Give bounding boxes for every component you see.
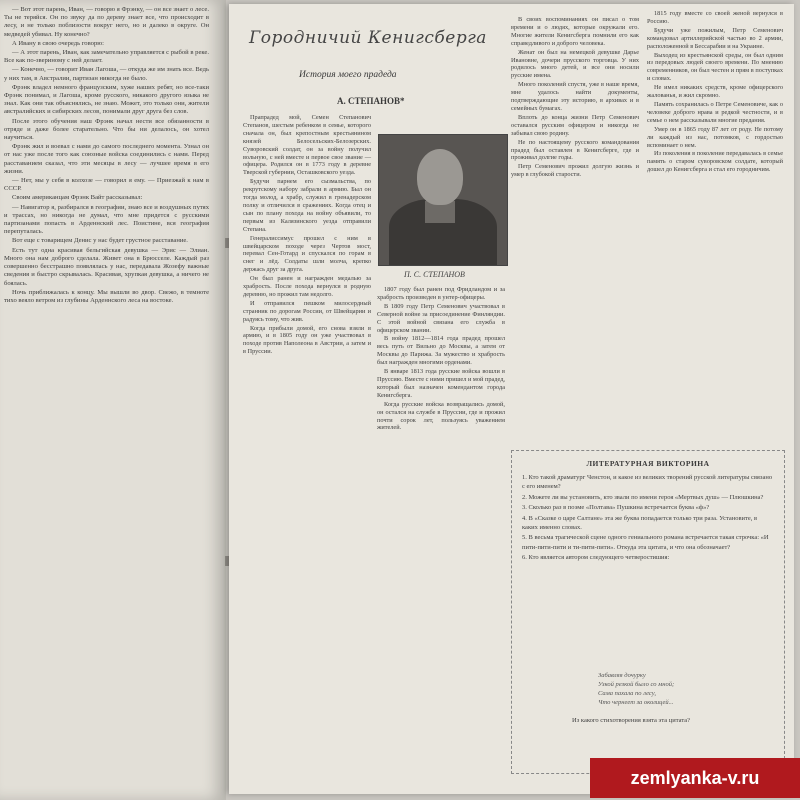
paragraph: Будучи парнем его сызмальства, по рекрутскому набору забрали в армию. Был он тогда молод, а храбр, служил в гренадерском полку и отличился в сражениях. Когда отец и сын по плану похода на войну объявили, то первым из Калязинского уезда отправили Степана. bbox=[243, 178, 371, 233]
paragraph: Из поколения в поколение передавалась в семье память о старом суворовском солдате, который дошел до Кенигсберга и стал его городничим. bbox=[647, 150, 783, 174]
paragraph: Много поколений спустя, уже в наше время, мне удалось найти документы, подтверждающие эту историю, в архивах и в семейных бумагах. bbox=[511, 81, 639, 112]
paragraph: Генералиссимус прошел с ним в швейцарском походе через Чертов мост, перевал Сен-Готард и спускался по горам в снег и лёд. Солдаты шли молча, крепко держась друг за друга. bbox=[243, 234, 371, 274]
article-column-4 bbox=[647, 10, 783, 175]
article-subtitle: История моего прадеда bbox=[299, 70, 397, 80]
paragraph: Фрэнк владел немного французским, хуже наших ребят, но все-таки Фрэнк понимал, и Лагоша, кроме русского, никакого другого языка не знал. Как они так объяснялись, не знаю. Может, это только они, жители австралийских и сибирских лесов, понимали друг друга без слов. bbox=[4, 83, 209, 116]
paragraph: Вот еще с товарищем Денис у нас будет грустное расставание. bbox=[12, 237, 188, 245]
quiz-title: ЛИТЕРАТУРНАЯ ВИКТОРИНА bbox=[586, 459, 710, 468]
quiz-question: 3. Сколько раз в поэме «Полтава» Пушкина встречается буква «ф»? bbox=[522, 504, 710, 512]
paragraph: — А этот парень, Иван, как замечательно управляется с рыбой в реке. Все как по-звериному с ней делает. bbox=[4, 49, 209, 65]
paragraph: Умер он в 1865 году 87 лет от роду. Не потому ли каждый из нас, потомков, с гордостью вспоминает о нем. bbox=[647, 125, 783, 149]
paragraph: Петр Семенович прожил долгую жизнь и умер в глубокой старости. bbox=[511, 163, 639, 179]
paragraph: Не по настоящему русского командования прадед был оставлен в Кенигсберге, где и проживал долгие годы. bbox=[511, 138, 639, 162]
paragraph: — Нет, мы у себя в колхозе — говорил я ему. — Приезжай к нам в СССР. bbox=[4, 177, 209, 193]
paragraph: — Навигатор я, разбирался в географии, знаю все и воздушных путях и трассах, но никогда не думал, что мне придется с русскими партизанами попасть в Арденнский лес. Поистине, вся география перепуталась. bbox=[4, 203, 209, 236]
paragraph: Есть тут одна красивая бельгийская девушка — Эрис — Элиан. Много она нам доброго сделала. Живет она в Брюсселе. Каждый раз совершенно бесстрашно появлялась у нас, передавала Жозефу важные сведения и быстро скрывалась. Красивая, хрупкая девушка, а ничего не боялась. bbox=[4, 246, 209, 287]
literary-quiz-box bbox=[511, 450, 785, 774]
paragraph: Ночь приближалась к концу. Мы вышли во двор. Свежо, в темноте тихо веяло ветром из глубины Арденнского леса на востоке. bbox=[4, 288, 209, 304]
paragraph: Фрэнк жил и воевал с нами до самого последнего момента. Узнал он от нас уже после того как союзные войска соединились с нами. Перед расставанием сказал, что эти месяцы в лесу — лучшее время в его жизни. bbox=[4, 143, 209, 175]
paragraph: А Ивану в свою очередь говорю: bbox=[12, 39, 104, 47]
quiz-question: 6. Кто является автором следующего четверостишия: bbox=[522, 554, 670, 562]
paragraph: В 1809 году Петр Семенович участвовал в Северной войне за присоединение Финляндии. С этой войной связана его служба в офицерском звании. bbox=[377, 302, 505, 334]
quiz-final-question: Из какого стихотворения взята эта цитата? bbox=[572, 717, 691, 724]
paragraph: Не имел никаких средств, кроме офицерского жалованья, и жил скромно. bbox=[647, 84, 783, 100]
poem-line: Забавляя дочурку bbox=[598, 672, 646, 679]
article-column-1 bbox=[243, 114, 371, 357]
quiz-question: 5. В весьма трагической сцене одного гениального романа встречается такая строчка: «И пити-пити-пити и ти-пити-пити». Откуда эта цитата, и что она обозначает? bbox=[522, 534, 769, 551]
paragraph: Женат он был на немецкой девушке Дарье Ивановне, дочери прусского торговца. У них родилось много детей, и все они носили русские имена. bbox=[511, 48, 639, 80]
quiz-question: 2. Можете ли вы установить, кто звали по имени героя «Мертвых душ» — Плюшкина? bbox=[522, 493, 764, 501]
article-column-3 bbox=[511, 16, 639, 180]
article-author: А. СТЕПАНОВ* bbox=[337, 96, 405, 106]
article-column-2 bbox=[377, 286, 505, 433]
paragraph: Память сохранилась о Петре Семеновиче, как о человеке доброго нрава и редкой честности, и в семье о нем рассказывали многие предания. bbox=[647, 100, 783, 124]
left-page-text bbox=[4, 6, 209, 306]
paragraph: — Вот этот парень, Иван, — говорю я Фрэнку, — он все знает о лесе. Ты не теряйся. Он по звуку да по дереву знает все, что происходит в лесу, и не только поблизости вокруг него, но и далеко в округе. Он медведей убивал. Ну конечно? bbox=[4, 6, 209, 38]
paragraph: Когда прибыли домой, его снова взяли в армию, и в 1805 году он уже участвовал в походе против Наполеона в Австрии, а затем и в Пруссии. bbox=[243, 324, 371, 356]
paragraph: В январе 1813 года русские войска вошли в Пруссию. Вместе с ними пришел и мой прадед, который был назначен комендантом города Кенигсберга. bbox=[377, 368, 505, 399]
watermark-link[interactable]: zemlyanka-v.ru bbox=[590, 758, 800, 798]
poem-line: Сама пахала по лесу, bbox=[598, 690, 656, 697]
quiz-questions bbox=[522, 473, 774, 564]
poem-line: Что чернеет за околицей... bbox=[598, 699, 674, 706]
poem-line: Узкой резкой было со мной; bbox=[598, 681, 675, 688]
paragraph: Выходец из крестьянской среды, он был одним из передовых людей своего времени. По мнению современников, он был честен и прям в поступках и словах. bbox=[647, 51, 783, 83]
portrait-caption: П. С. СТЕПАНОВ bbox=[404, 270, 465, 279]
right-page bbox=[229, 4, 794, 794]
quiz-question: 4. В «Сказке о царе Салтане» эта же буква попадается только три раза. Установите, в каких именно словах. bbox=[522, 514, 758, 532]
paragraph: Вплоть до конца жизни Петр Семенович оставался русским офицером и никогда не забывал свою родину. bbox=[511, 113, 639, 137]
quiz-question: 1. Кто такой драматург Ченстон, и какое из великих творений русской литературы связано с его именем? bbox=[522, 474, 773, 491]
paragraph: После этого обучения наш Фрэнк начал нести все обязанности в отряде и даже более старательно. Что бы ни делалось, он хотел научиться. bbox=[4, 117, 209, 142]
paragraph: 1807 году был ранен под Фридландом и за храбрость произведен в унтер-офицеры. bbox=[377, 286, 505, 301]
paragraph: В своих воспоминаниях он писал о том времени и о людях, которые окружали его. Многие жители Кенигсберга помнили его как справедливого и доброго человека. bbox=[511, 16, 639, 47]
quiz-poem bbox=[598, 671, 778, 707]
paragraph: Своим американцам Фрэнк Вайт рассказывал: bbox=[12, 194, 143, 202]
paragraph: 1815 году вместе со своей женой вернулся в Россию. bbox=[647, 10, 783, 25]
paragraph: Прапрадед мой, Семен Степанович Степанов, шестым ребенком в семье, которого сначала он, был крепостным крестьянином князей Белосельских-Белозерских. Суворовский солдат, он за войну получил вольную, с ней вместе и первое свое звание — офицера. Родился он в 1773 году в деревне Тверской губернии, Осташковского уезда. bbox=[243, 114, 371, 177]
paragraph: В войну 1812—1814 года прадед прошел весь путь от Вильно до Москвы, а затем от Москвы до Парижа. За мужество и храбрость был награжден многими орденами. bbox=[377, 335, 505, 367]
paragraph: — Конечно, — говорит Иван Лагоша, — откуда же им знать все. Ведь у них там, в Австралии, партизан никогда не было. bbox=[4, 66, 209, 82]
portrait-photo bbox=[378, 134, 508, 266]
left-page bbox=[0, 0, 226, 800]
paragraph: Он был ранен и награжден медалью за храбрость. После похода вернулся в родную деревню, но прожил там недолго. bbox=[243, 275, 371, 298]
paragraph: Когда русские войска возвращались домой, он остался на службе в Пруссии, где и прожил почти сорок лет, пользуясь уважением жителей. bbox=[377, 400, 505, 432]
article-title: Городничий Кенигсберга bbox=[249, 28, 487, 48]
paragraph: Будучи уже пожилым, Петр Семенович командовал артиллерийской частью во 2 армии, расположенной в Бессарабии и на Украине. bbox=[647, 26, 783, 50]
paragraph: И отправился пешком милосердный странник по дорогам России, от Швейцарии и радуясь тому, что жив. bbox=[243, 299, 371, 323]
